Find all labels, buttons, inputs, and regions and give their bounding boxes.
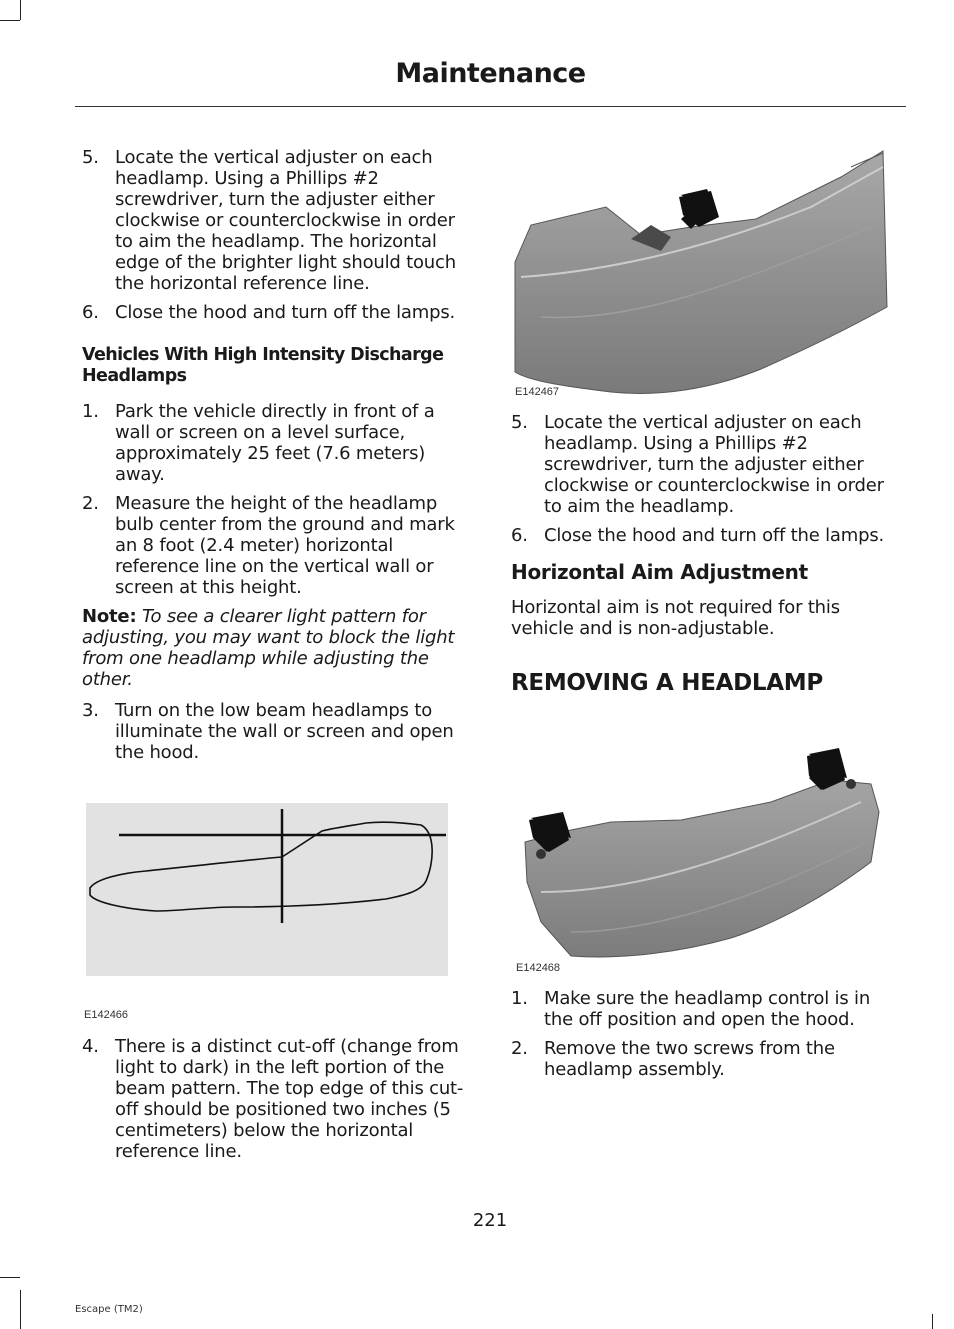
- list-text: Close the hood and turn off the lamps.: [115, 302, 456, 323]
- figure-code: E142468: [516, 962, 561, 974]
- crop-mark-bottom-left-h: [0, 1277, 20, 1278]
- list-item: [511, 412, 904, 517]
- list-number: 5.: [511, 412, 528, 433]
- list-text: Locate the vertical adjuster on each headlamp. Using a Phillips #2 screwdriver, turn the adjuster either clockwise or counterclockwise in order to aim the headlamp.: [544, 412, 884, 517]
- list-number: 6.: [82, 302, 99, 323]
- list-text: Make sure the headlamp control is in the off position and open the hood.: [544, 988, 871, 1030]
- list-text: Locate the vertical adjuster on each headlamp. Using a Phillips #2 screwdriver, turn the adjuster either clockwise or counterclockwise in order to aim the headlamp. The horizontal edge of the brighter light should touch the horizontal reference line.: [115, 147, 456, 294]
- crop-mark-top-left-v: [20, 0, 21, 20]
- left-column-continued: [82, 1036, 474, 1170]
- note-label: Note:: [82, 606, 137, 627]
- section-heading-removing: REMOVING A HEADLAMP: [511, 670, 823, 696]
- crop-mark-bottom-left-v: [20, 1290, 21, 1329]
- headlamp-removal-figure: [511, 742, 887, 964]
- section-heading-hid: Vehicles With High Intensity Discharge Headlamps: [82, 345, 444, 386]
- list-item: [511, 1038, 904, 1080]
- list-number: 2.: [511, 1038, 528, 1059]
- list-text: Park the vehicle directly in front of a wall or screen on a level surface, approximately 25 feet (7.6 meters) away.: [115, 401, 435, 485]
- list-number: 6.: [511, 525, 528, 546]
- list-item: [82, 147, 474, 294]
- document-title: Escape (TM2): [75, 1304, 143, 1315]
- list-text: Turn on the low beam headlamps to illuminate the wall or screen and open the hood.: [115, 700, 454, 763]
- list-text: Remove the two screws from the headlamp assembly.: [544, 1038, 835, 1080]
- list-item: [82, 493, 474, 598]
- list-number: 3.: [82, 700, 99, 721]
- headlamp-adjuster-figure: [511, 147, 889, 395]
- header-divider: [75, 106, 906, 107]
- left-column: [82, 147, 474, 771]
- list-number: 1.: [82, 401, 99, 422]
- horizontal-aim-text: Horizontal aim is not required for this vehicle and is non-adjustable.: [511, 597, 840, 639]
- list-text: Close the hood and turn off the lamps.: [544, 525, 885, 546]
- section-heading-horizontal-aim: Horizontal Aim Adjustment: [511, 560, 808, 584]
- list-item: [82, 401, 474, 485]
- note-text: To see a clearer light pattern for adjusting, you may want to block the light from one headlamp while adjusting the other.: [82, 606, 455, 690]
- figure-code: E142467: [515, 386, 560, 398]
- list-item: [82, 1036, 474, 1162]
- list-item: [511, 988, 904, 1030]
- note-paragraph: [82, 606, 474, 690]
- figure-code: E142466: [84, 1009, 129, 1021]
- crop-mark-bottom-right-v: [932, 1314, 933, 1329]
- page-number: 221: [472, 1210, 508, 1231]
- page-title: Maintenance: [395, 58, 586, 89]
- right-column: [511, 412, 904, 697]
- list-number: 5.: [82, 147, 99, 168]
- list-item: [511, 525, 904, 546]
- list-number: 4.: [82, 1036, 99, 1057]
- list-number: 2.: [82, 493, 99, 514]
- list-item: [82, 302, 474, 323]
- crop-mark-top-left-h: [0, 20, 20, 21]
- list-number: 1.: [511, 988, 528, 1009]
- list-text: Measure the height of the headlamp bulb center from the ground and mark an 8 foot (2.4 meter) horizontal reference line on the vertical wall or screen at this height.: [115, 493, 455, 598]
- right-column-continued: [511, 988, 904, 1088]
- list-item: [82, 700, 474, 763]
- beam-pattern-figure: [86, 803, 448, 976]
- list-text: There is a distinct cut-off (change from light to dark) in the left portion of the beam pattern. The top edge of this cut-off should be positioned two inches (5 centimeters) below the horizontal reference line.: [115, 1036, 464, 1162]
